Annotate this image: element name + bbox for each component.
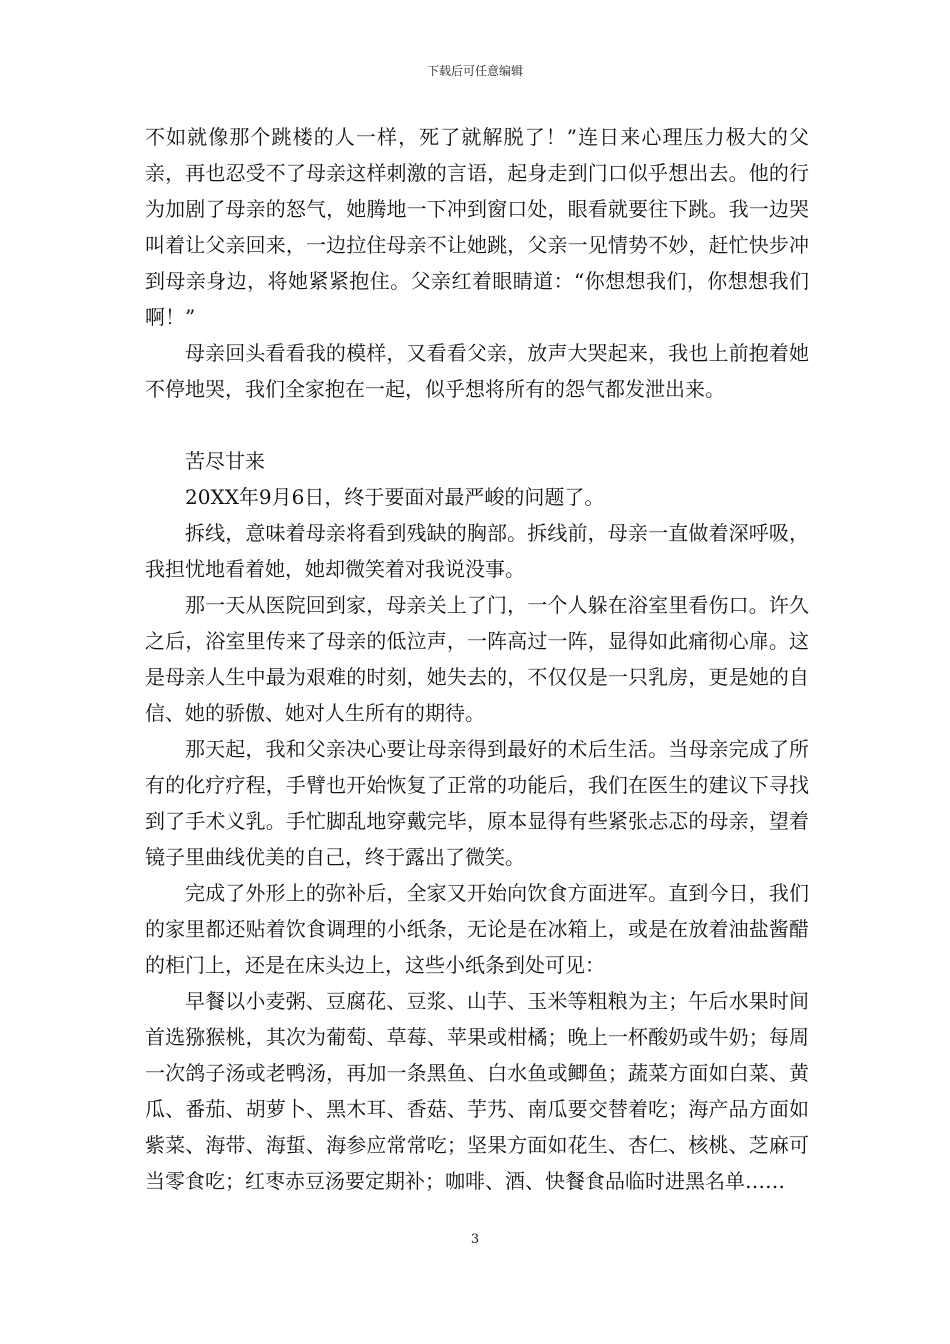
page-number: 3: [470, 1232, 480, 1247]
date-line: 20XX年9月6日，终于要面对最严峻的问题了。: [185, 485, 605, 509]
paragraph: 不如就像那个跳楼的人一样，死了就解脱了！”连日来心理压力极大的父亲，再也忍受不了母亲这样刺激的言语，起身走到门口似乎想出去。他的行为加剧了母亲的怒气，她腾地一下冲到窗口处，眼看就要往下跳。我一边哭叫着让父亲回来，一边拉住母亲不让她跳，父亲一见情势不妙，赶忙快步冲到母亲身边，将她紧紧抱住。父亲红着眼睛道：“你想想我们，你想想我们啊！”: [145, 125, 809, 329]
section-heading: 苦尽甘来: [185, 449, 265, 473]
paragraph: 拆线，意味着母亲将看到残缺的胸部。拆线前，母亲一直做着深呼吸，我担忧地看着她，她却微笑着对我说没事。: [145, 521, 809, 581]
document-body: [145, 119, 809, 1199]
paragraph-spacer: [145, 407, 809, 443]
paragraph: 完成了外形上的弥补后，全家又开始向饮食方面进军。直到今日，我们的家里都还贴着饮食调理的小纸条，无论是在冰箱上，或是在放着油盐酱醋的柜门上，还是在床头边上，这些小纸条到处可见：: [145, 881, 809, 977]
paragraph: 早餐以小麦粥、豆腐花、豆浆、山芋、玉米等粗粮为主；午后水果时间首选猕猴桃，其次为葡萄、草莓、苹果或柑橘；晚上一杯酸奶或牛奶；每周一次鸽子汤或老鸭汤，再加一条黑鱼、白水鱼或鲫鱼；蔬菜方面如白菜、黄瓜、番茄、胡萝卜、黑木耳、香菇、芋艿、南瓜要交替着吃；海产品方面如紫菜、海带、海蜇、海参应常常吃；坚果方面如花生、杏仁、核桃、芝麻可当零食吃；红枣赤豆汤要定期补；咖啡、酒、快餐食品临时进黑名单……: [145, 989, 809, 1193]
paragraph: 那天起，我和父亲决心要让母亲得到最好的术后生活。当母亲完成了所有的化疗疗程，手臂也开始恢复了正常的功能后，我们在医生的建议下寻找到了手术义乳。手忙脚乱地穿戴完毕，原本显得有些紧张忐忑的母亲，望着镜子里曲线优美的自己，终于露出了微笑。: [145, 737, 809, 869]
page-header: 下载后可任意编辑: [426, 64, 523, 78]
paragraph: 那一天从医院回到家，母亲关上了门，一个人躲在浴室里看伤口。许久之后，浴室里传来了母亲的低泣声，一阵高过一阵，显得如此痛彻心扉。这是母亲人生中最为艰难的时刻，她失去的，不仅仅是一只乳房，更是她的自信、她的骄傲、她对人生所有的期待。: [145, 593, 809, 725]
paragraph: 母亲回头看看我的模样，又看看父亲，放声大哭起来，我也上前抱着她不停地哭，我们全家抱在一起，似乎想将所有的怨气都发泄出来。: [145, 341, 809, 401]
